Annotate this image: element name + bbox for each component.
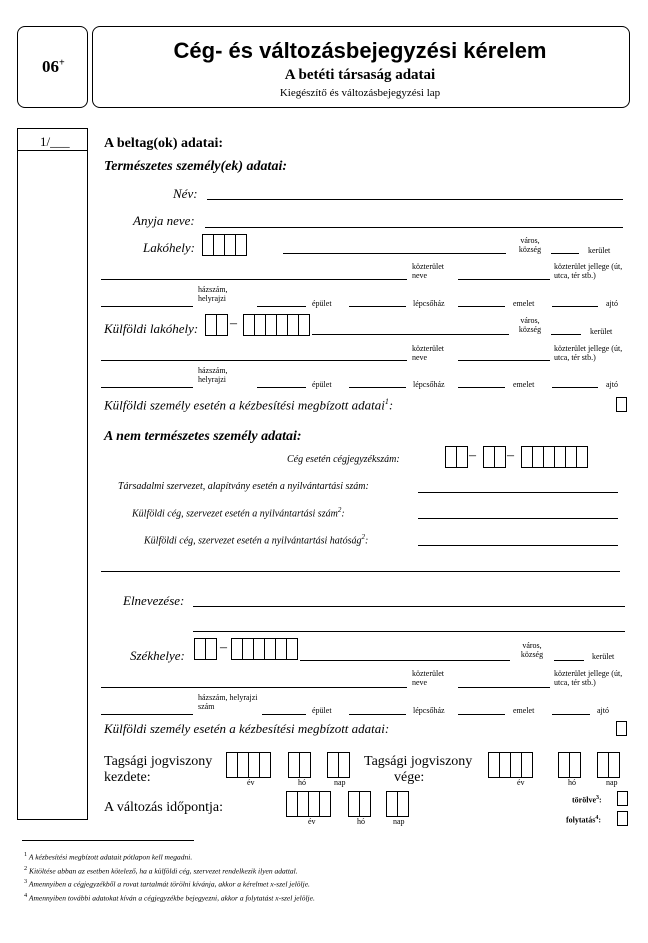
membership-end-label-2: vége: [394,770,425,785]
section-title: A beltag(ok) adatai: [104,136,223,151]
seat-stair-field[interactable] [349,714,406,715]
delete-label-text: törölve [572,795,596,805]
reg-number-dash-2: – [507,448,514,463]
legal-name-label: Elnevezése: [123,593,185,608]
seat-city-label: város, község [520,641,544,659]
foreign-auth-label: Külföldi cég, szervezet esetén a nyilvántartási hatóság$^2$: [144,533,369,547]
continue-label-text: folytatás [566,815,596,825]
foreign-reg-field[interactable] [418,518,618,519]
form-title: Cég- és változásbejegyzési kérelem [173,38,547,63]
change-year[interactable] [286,791,331,817]
foreign-reg-sup: 2 [337,506,342,514]
seat-door-label: ajtó [597,706,609,715]
name-label: Név: [173,186,198,201]
page-number: 1/___ [40,134,70,149]
legal-name-field-2[interactable] [193,631,625,632]
foreign-auth-field[interactable] [418,545,618,546]
foreign-residence-street-type-label: közterület jellege (út, utca, tér stb.) [554,344,623,362]
form-code-sup: + [59,57,65,69]
foreign-residence-stair-label: lépcsőház [413,380,445,389]
seat-label: Székhelye: [130,648,185,663]
residence-street-label: közterület neve [412,262,444,280]
membership-end-year[interactable] [488,752,533,778]
civil-reg-label: Társadalmi szervezet, alapítvány esetén a nyilvántartási szám: [118,481,369,492]
form-subsubtitle: Kiegészítő és változásbejegyzési lap [279,87,441,99]
footnote-1-text: A kézbesítési megbízott adatait pótlapon kell megadni. [28,852,193,862]
natural-agent-label [104,397,393,413]
legal-name-field[interactable] [193,606,625,607]
change-month-label: hó [357,817,365,826]
delete-checkbox[interactable] [617,791,628,806]
seat-stair-label: lépcsőház [413,706,445,715]
continue-label-sup: 4 [595,815,599,821]
legal-person-heading: A nem természetes személy adatai: [104,429,302,444]
seat-floor-field[interactable] [458,714,505,715]
reg-number-court[interactable] [445,446,468,468]
membership-end-day-label: nap [606,778,618,787]
foreign-residence-street-label: közterület neve [412,344,444,362]
membership-start-day[interactable] [327,752,350,778]
change-month[interactable] [348,791,371,817]
residence-label: Lakóhely: [143,240,195,255]
footnote-3-num: 3 [24,878,28,885]
footnote-2-text: Kitöltése abban az esetben kötelező, ha a külföldi cég, szervezet rendelkezik ilyen adattal. [29,866,298,875]
foreign-residence-dash: – [230,316,237,331]
footnote-1-num: 1 [24,851,28,858]
membership-end-label [364,754,472,786]
residence-building-field[interactable] [257,306,306,307]
change-day[interactable] [386,791,409,817]
continue-label: folytatás$^4$: [566,815,601,825]
change-day-label: nap [393,817,405,826]
footnote-4 [24,890,624,904]
membership-end-year-label: év [517,778,525,787]
residence-hnum-label: házszám, helyrajzi [198,285,228,303]
foreign-residence-label: Külföldi lakóhely: [104,321,199,336]
footnote-4-num: 4 [24,891,28,899]
page-number-divider [17,150,88,151]
footnote-3-text: Amennyiben a cégjegyzékből a rovat tartalmát törölni kívánja, akkor a kérelmet x-szel jelölje. [28,879,310,889]
residence-city-field[interactable] [283,253,506,254]
natural-person-heading: Természetes személy(ek) adatai: [104,159,287,174]
foreign-residence-street-type-field[interactable] [458,360,550,361]
foreign-residence-floor-label: emelet [513,380,535,389]
residence-floor-label: emelet [513,299,535,308]
foreign-residence-city-field[interactable] [312,334,509,335]
natural-agent-checkbox[interactable] [616,397,627,412]
seat-floor-label: emelet [513,706,535,715]
membership-end-month[interactable] [558,752,581,778]
delete-label: törölve$^3$: [572,795,602,805]
reg-number-serial[interactable] [521,446,588,468]
foreign-residence-door-field[interactable] [552,387,598,388]
membership-start-year-label: év [247,778,255,787]
membership-end-month-label: hó [568,778,576,787]
residence-floor-field[interactable] [458,306,505,307]
foreign-residence-postcode[interactable] [243,314,310,336]
footnote-2 [24,863,624,877]
form-code [42,57,65,77]
change-year-label: év [308,817,316,826]
seat-door-field[interactable] [552,714,590,715]
residence-door-label: ajtó [606,299,618,308]
residence-building-label: épület [312,299,332,308]
membership-start-label-1: Tagsági jogviszony [104,754,213,769]
natural-agent-sup: 1 [384,397,389,406]
seat-building-label: épület [312,706,332,715]
residence-hnum-field[interactable] [101,306,193,307]
foreign-residence-street-field[interactable] [101,360,407,361]
residence-city-label: város, község [518,236,542,254]
change-date-label: A változás időpontja: [104,800,223,815]
form-code-text: 06 [42,57,59,76]
footnote-separator [22,840,194,841]
civil-reg-field[interactable] [418,492,618,493]
delete-label-sup: 3 [596,795,599,801]
seat-street-type-field[interactable] [458,687,550,688]
natural-agent-text: Külföldi személy esetén a kézbesítési megbízott adatai [104,397,385,413]
footnotes [24,849,624,903]
foreign-residence-hnum-label: házszám, helyrajzi [198,366,228,384]
footnote-3 [24,876,624,890]
footnote-1 [24,849,624,863]
seat-hnum-label: házszám, helyrajzi szám [198,693,258,711]
residence-door-field[interactable] [552,306,598,307]
membership-start-day-label: nap [334,778,346,787]
residence-street-type-label: közterület jellege (út, utca, tér stb.) [554,262,623,280]
residence-district-label: kerület [588,246,611,255]
foreign-residence-building-field[interactable] [257,387,306,388]
legal-agent-label: Külföldi személy esetén a kézbesítési megbízott adatai: [104,721,390,736]
seat-street-field[interactable] [101,687,407,688]
residence-district-field[interactable] [551,253,579,254]
membership-start-year[interactable] [226,752,271,778]
mother-name-label: Anyja neve: [133,213,195,228]
foreign-residence-hnum-field[interactable] [101,387,193,388]
foreign-residence-building-label: épület [312,380,332,389]
reg-number-type[interactable] [483,446,506,468]
reg-number-label: Cég esetén cégjegyzékszám: [287,454,400,465]
seat-street-type-label: közterület jellege (út, utca, tér stb.) [554,669,623,687]
foreign-reg-text: Külföldi cég, szervezet esetén a nyilvántartási szám [132,508,338,520]
natural-agent-colon: : [388,397,394,413]
residence-street-type-field[interactable] [458,279,550,280]
foreign-residence-district-label: kerület [590,327,613,336]
page-number-column [17,128,88,820]
seat-city-field[interactable] [300,660,510,661]
continue-checkbox[interactable] [617,811,628,826]
seat-district-field[interactable] [554,660,584,661]
seat-street-label: közterület neve [412,669,444,687]
foreign-residence-stair-field[interactable] [349,387,406,388]
residence-stair-field[interactable] [349,306,406,307]
name-field[interactable] [207,199,623,200]
seat-district-label: kerület [592,652,615,661]
foreign-auth-text: Külföldi cég, szervezet esetén a nyilvántartási hatóság [144,535,362,547]
foreign-reg-label: Külföldi cég, szervezet esetén a nyilvántartási szám$^2$: [132,506,345,520]
footnote-2-num: 2 [24,864,28,872]
seat-dash: – [220,640,227,655]
residence-street-field[interactable] [101,279,407,280]
membership-start-label [104,754,212,786]
legal-agent-checkbox[interactable] [616,721,627,736]
residence-stair-label: lépcsőház [413,299,445,308]
foreign-residence-door-label: ajtó [606,380,618,389]
residence-postcode[interactable] [202,234,247,256]
seat-hnum-field[interactable] [101,714,193,715]
form-subtitle: A betéti társaság adatai [284,67,436,83]
membership-end-label-1: Tagsági jogviszony [364,754,473,769]
foreign-auth-sup: 2 [361,533,365,541]
seat-country-code[interactable] [194,638,217,660]
reg-number-dash-1: – [469,448,476,463]
membership-start-month-label: hó [298,778,306,787]
foreign-residence-country-code[interactable] [205,314,228,336]
foreign-residence-floor-field[interactable] [458,387,505,388]
membership-start-month[interactable] [288,752,311,778]
membership-end-day[interactable] [597,752,620,778]
footnote-4-text: Amennyiben további adatokat kíván a cégjegyzékbe bejegyezni, akkor a folytatást x-szel jelölje. [28,893,315,902]
membership-start-label-2: kezdete: [104,770,151,785]
foreign-residence-district-field[interactable] [551,334,581,335]
legal-extra-line[interactable] [101,571,620,572]
mother-name-field[interactable] [205,227,623,228]
seat-postcode[interactable] [231,638,298,660]
foreign-residence-city-label: város, község [518,316,542,334]
seat-building-field[interactable] [262,714,306,715]
